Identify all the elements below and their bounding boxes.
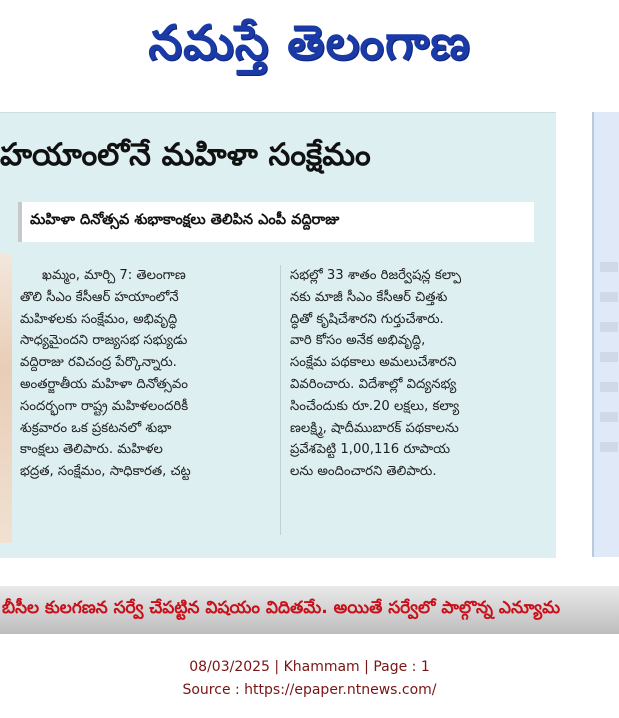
article-line: సంక్షేమ పథకాలు అమలుచేశారని (290, 355, 457, 371)
newspaper-title: నమస్తే తెలంగాణ (148, 15, 471, 71)
article-headline: హయాంలోనే మహిళా సంక్షేమం (0, 137, 371, 173)
text-fragment (600, 322, 618, 332)
article-line: శుక్రవారం ఒక ప్రకటనలో శుభా (20, 420, 172, 436)
article-line: లను అందించారని తెలిపారు. (290, 464, 437, 480)
article-line: భద్రత, సంక్షేమం, సాధికారత, చట్ట (20, 464, 191, 480)
article-line: సభల్లో 33 శాతం రిజర్వేషన్ల కల్పా (290, 268, 462, 283)
article-line: ప్రవేశపెట్టి 1,00,116 రూపాయ (290, 442, 451, 458)
adjacent-article-edge (592, 112, 619, 557)
text-fragment (600, 382, 618, 392)
article-column-right (290, 265, 546, 483)
article-line: వివరించారు. విదేశాల్లో విద్యనభ్య (290, 376, 457, 392)
article-subheadline: మహిళా దినోత్సవ శుభాకాంక్షలు తెలిపిన ఎంపీ వద్దిరాజు (18, 202, 534, 242)
photo-edge (0, 253, 12, 543)
article-line: తొలి సీఎం కేసీఆర్ హయాంలోనే (20, 289, 179, 305)
article-line: మహిళలకు సంక్షేమం, అభివృద్ధి (20, 311, 178, 327)
article-line: సించేందుకు రూ.20 లక్షలు, కల్యా (290, 398, 460, 414)
page-info: 08/03/2025 | Khammam | Page : 1 (189, 659, 430, 675)
article-line: నకు మాజీ సీఎం కేసీఆర్ చిత్తశు (290, 289, 448, 305)
column-divider (280, 265, 281, 535)
ticker-text: బీసీల కులగణన సర్వే చేపట్టిన విషయం విదితమే. అయితే సర్వేలో పాల్గొన్న ఎన్యూమ (2, 598, 561, 618)
news-ticker (0, 586, 619, 634)
article-column-left (20, 265, 270, 483)
article-line: ద్ధితో కృషిచేశారని గుర్తుచేశారు. (290, 311, 444, 327)
text-fragment (600, 292, 618, 302)
text-fragment (600, 412, 618, 422)
article-line: సాధ్యమైందని రాజ్యసభ సభ్యుడు (20, 333, 188, 349)
source-link[interactable]: Source : https://epaper.ntnews.com/ (182, 682, 437, 698)
article-clipping (0, 112, 556, 558)
article-line: అంతర్జాతీయ మహిళా దినోత్సవం (20, 376, 188, 392)
article-line: వద్దిరాజు రవిచంద్ర పేర్కొన్నారు. (20, 355, 177, 371)
text-fragment (600, 352, 618, 362)
text-fragment (600, 262, 618, 272)
article-line: వారి కోసం అనేక అభివృద్ధి, (290, 333, 426, 349)
article-line: ణలక్ష్మి, షాదీముబారక్ పథకాలను (290, 420, 459, 436)
masthead (0, 0, 619, 98)
article-line: సందర్భంగా రాష్ట్ర మహిళలందరికీ (20, 398, 189, 414)
article-line: కాంక్షలు తెలిపారు. మహిళల (20, 442, 163, 458)
text-fragment (600, 442, 618, 452)
article-line: ఖమ్మం, మార్చి 7: తెలంగాణ (42, 268, 186, 283)
